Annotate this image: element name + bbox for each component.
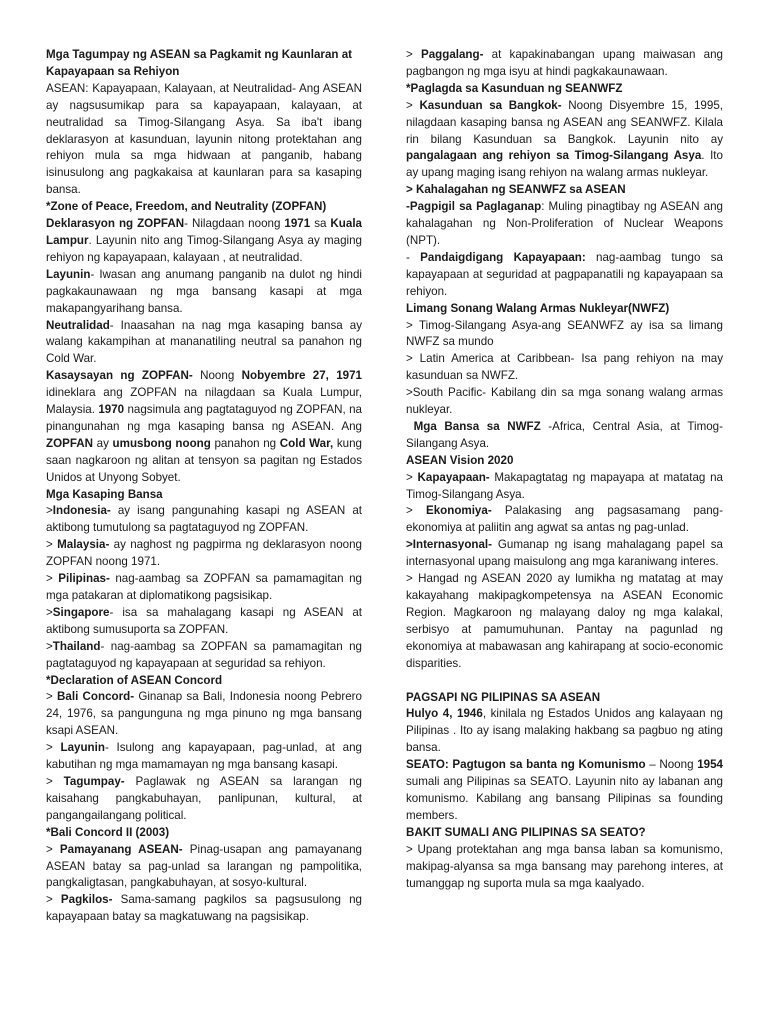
paggalang-item: > Paggalang- at kapakinabangan upang maiwasan ang pagbangon ng mga isyu at hindi pagkakaunawaan. [406,48,723,78]
seanwfz-heading: *Paglagda sa Kasunduan ng SEANWFZ [406,81,623,95]
member-item: >Thailand- nag-aambag sa ZOPFAN sa pamamagitan ng pagtataguyod ng kapayapaan at seguridad sa rehiyon. [46,639,362,670]
concord2-item: > Pamayanang ASEAN- Pinag-usapan ang pamayanang ASEAN batay sa pag-unlad sa larangan ng pampolitika, pangkaligtasan, pangkabuhayan, at sosyo-kultural. [46,842,362,890]
kahalagahan-heading: > Kahalagahan ng SEANWFZ sa ASEAN [406,183,626,197]
nwfz-item: > Timog-Silangang Asya-ang SEANWFZ ay isa sa limang NWFZ sa mundo [406,318,723,349]
vision-item: >Internasyonal- Gumanap ng isang mahalagang papel sa internasyonal upang maisulong ang mga karaniwang interes. [406,538,723,569]
layunin-paragraph: Layunin- Iwasan ang anumang panganib na dulot ng hindi pagkakaunawaan ng mga bansang kasapi at mga makapangyarihang bansa. [46,267,362,315]
nwfz-heading: Limang Sonang Walang Armas Nukleyar(NWFZ) [406,301,670,315]
member-item: >Singapore- isa sa mahalagang kasapi ng ASEAN at aktibong sumusuporta sa ZOPFAN. [46,605,362,636]
concord2-item: > Pagkilos- Sama-samang pagkilos sa pagsusulong ng kapayapaan batay sa magkatuwang na pagsisikap. [46,893,362,924]
right-column [406,47,723,892]
neutralidad-paragraph: Neutralidad- Inaasahan na nag mga kasaping bansa ay walang kakampihan at mananatiling neutral sa panahon ng Cold War. [46,318,362,366]
section-spacer [406,673,723,690]
hulyo-paragraph: Hulyo 4, 1946, kinilala ng Estados Unidos ang kalayaan ng Pilipinas . Ito ay isang malaking hakbang sa pagbuo ng ating bansa. [406,707,723,755]
bangkok-paragraph: > Kasunduan sa Bangkok- Noong Disyembre 15, 1995, nilagdaan kasaping bansa ng ASEAN ang SEANWFZ. Kilala rin bilang Kasunduan sa Bangkok. Layunin nito ay pangalagaan ang rehiyon sa Timog-Silangang Asya. Ito ay upang maging isang rehiyon na walang armas nukleyar. [406,98,723,180]
nwfz-item: >South Pacific- Kabilang din sa mga sonang walang armas nukleyar. [406,386,723,417]
document-title: Mga Tagumpay ng ASEAN sa Pagkamit ng Kaunlaran at Kapayapaan sa Rehiyon [46,48,353,78]
vision-item: > Ekonomiya- Palakasing ang pagsasamang pang-ekonomiya at paliitin ang agwat sa antas ng pag-unlad. [406,504,723,535]
seato-paragraph: SEATO: Pagtugon sa banta ng Komunismo – Noong 1954 sumali ang Pilipinas sa SEATO. Layunin nito ay labanan ang komunismo. Kabilang ang bansang Pilipinas sa founding members. [406,758,723,822]
hangad-paragraph: > Hangad ng ASEAN 2020 ay lumikha ng matatag at may kakayahang makipagkompetensya na ASEAN Economic Region. Magkaroon ng malayang daloy ng mga kalakal, serbisyo at pamumuhunan. Pantay na pagunlad ng ekonomiya at mabawasan ang kahirapang at socio-economic disparities. [406,572,723,670]
concord-item: > Bali Concord- Ginanap sa Bali, Indonesia noong Pebrero 24, 1976, sa pangunguna ng mga pinuno ng mga bansang ksapi ASEAN. [46,690,362,738]
member-item: >Indonesia- ay isang pangunahing kasapi ng ASEAN at aktibong tumutulong sa pagtataguyod ng ZOPFAN. [46,504,362,535]
intro-paragraph: ASEAN: Kapayapaan, Kalayaan, at Neutralidad- Ang ASEAN ay nagsusumikap para sa kapayapaan, kalayaan, at neutralidad sa Timog-Silangang Asya. Sa iba't ibang deklarasyon at kasunduan, layunin nitong protektahan ang rehiyon mula sa mga hidwaan at panganib, habang isinusulong ang pagkakaisa at kaunlaran para sa kasaping bansa. [46,81,362,197]
vision-heading: ASEAN Vision 2020 [406,453,514,467]
bakit-heading: BAKIT SUMALI ANG PILIPINAS SA SEATO? [406,825,646,839]
concord-item: > Layunin- Isulong ang kapayapaan, pag-unlad, at ang kabutihan ng mga mamamayan ng mga bansang kasapi. [46,741,362,772]
pandaigdigang-item: - Pandaigdigang Kapayapaan: nag-aambag tungo sa kapayapaan at seguridad at pagpapanatili ng kapayapaan sa rehiyon. [406,250,723,298]
vision-item: > Kapayapaan- Makapagtatag ng mapayapa at matatag na Timog-Silangang Asya. [406,470,723,501]
concord-item: > Tagumpay- Paglawak ng ASEAN sa larangan ng kaisahang pangkabuhayan, panlipunan, kultural, at pangangailangang political. [46,774,362,822]
pagsapi-heading: PAGSAPI NG PILIPINAS SA ASEAN [406,690,601,704]
member-item: > Pilipinas- nag-aambag sa ZOPFAN sa pamamagitan ng mga patakaran at diplomatikong pagsisikap. [46,572,362,602]
deklarasyon-paragraph: Deklarasyon ng ZOPFAN- Nilagdaan noong 1971 sa Kuala Lampur. Layunin nito ang Timog-Silangang Asya ay maging rehiyon ng kapayapaan, kalayaan , at neutralidad. [46,217,362,264]
kasaysayan-paragraph: Kasaysayan ng ZOPFAN- Noong Nobyembre 27, 1971 idineklara ang ZOPFAN na nilagdaan sa Kuala Lumpur, Malaysia. 1970 nagsimula ang pagtataguyod ng ZOPFAN, na pinangunahan ng mga kasaping bansa ng ASEAN. Ang ZOPFAN ay umusbong noong panahon ng Cold War, kung saan nagkaroon ng alitan at tensyon sa pagitan ng Estados Unidos at Unyong Sobyet. [46,369,362,484]
mga-bansa-item: Mga Bansa sa NWFZ -Africa, Central Asia, at Timog-Silangang Asya. [406,419,723,450]
pagpigil-item: -Pagpigil sa Paglaganap: Muling pinagtibay ng ASEAN ang kahalagahan ng Non-Proliferation of Nuclear Weapons (NPT). [406,200,723,247]
zopfan-heading: *Zone of Peace, Freedom, and Neutrality (ZOPFAN) [46,200,327,214]
concord2-heading: *Bali Concord II (2003) [46,825,170,839]
concord-heading: *Declaration of ASEAN Concord [46,673,223,687]
member-item: > Malaysia- ay naghost ng pagpirma ng deklarasyon noong ZOPFAN noong 1971. [46,538,362,569]
nwfz-item: > Latin America at Caribbean- Isa pang rehiyon na may kasunduan sa NWFZ. [406,352,723,383]
kasaping-heading: Mga Kasaping Bansa [46,487,163,501]
bakit-paragraph: > Upang protektahan ang mga bansa laban sa komunismo, makipag-alyansa sa mga bansang may parehong interes, at tumanggap ng suporta mula sa mga kaalyado. [406,842,723,890]
left-column [46,47,362,926]
